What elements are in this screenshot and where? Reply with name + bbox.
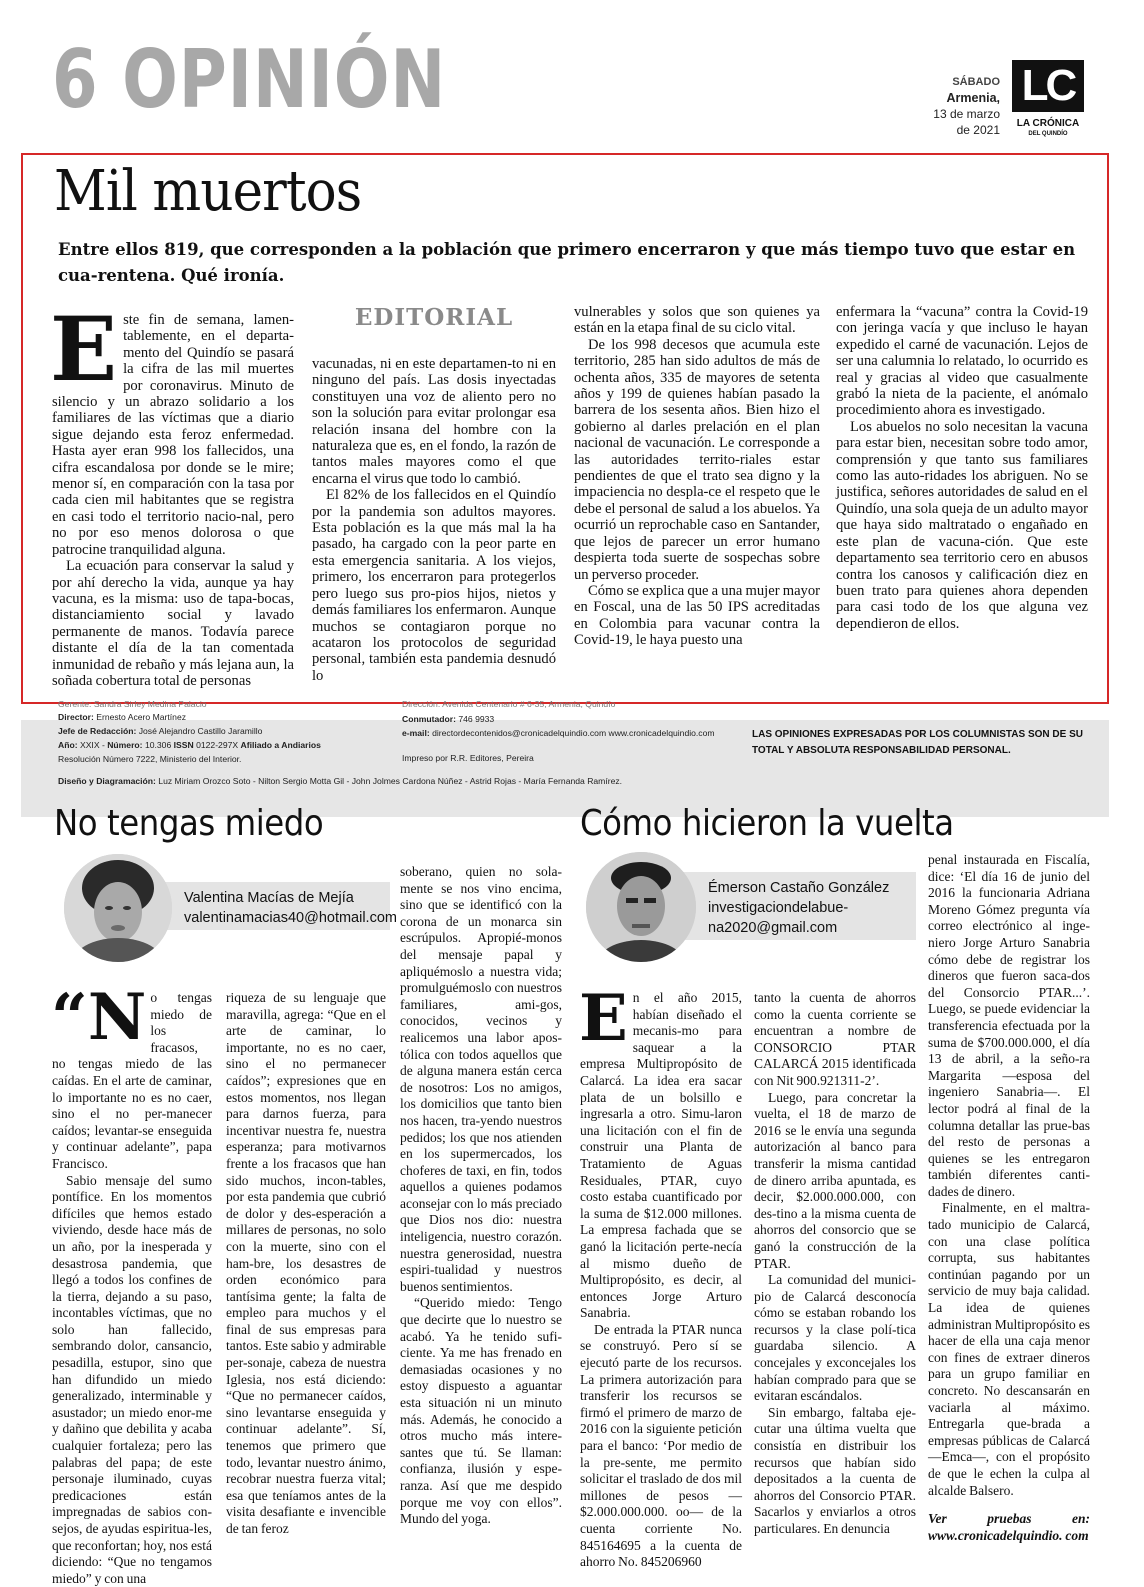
column-paragraph: riqueza de su lenguaje que maravilla, agrega: “Que en el arte de caminar, lo importante, no es no caer, sino el no permanecer caídos”; expresiones que en estos momentos, nos llegan para darnos fuerza, para incentivar nuestra fe, nuestra esperanza; para motivarnos frente a los fracasos que han sido muchos, incon-tables, por esta pandemia que cubrió de dolor y des-esperación a millares de personas, no solo con la muerte, sino con el ham-bre, los desastres de orden económico para tantísima gente; la falta de empleo para muchos y el final de sus empresas para tantos. Este sabio y admirable per-sonaje, cabeza de nuestra Iglesia, nos está diciendo: “Que no permanecer caídos, sino levantarse enseguida y continuar adelante”. Sí, tenemos que primero que todo, levantar nuestro ánimo, recobrar nuestra fuerza vital; esa que teníamos antes de la visita desafiante e invencible de tan feroz [226, 990, 386, 1536]
masthead-direccion: Dirección: Avenida Centenario # 6-35, Armenia, Quindío [402, 699, 616, 709]
column-dropcap: E [579, 981, 628, 1056]
editorial-column-1 [50, 297, 294, 689]
author-photo-right [586, 852, 696, 962]
editorial-column-2 [312, 304, 556, 684]
masthead-director: Director: Ernesto Acero Martínez [58, 712, 187, 722]
editorial-headline: Mil muertos [54, 159, 362, 224]
masthead-jefe: Jefe de Redacción: José Alejandro Castillo Jaramillo [58, 726, 263, 736]
column-title-left: No tengas miedo [54, 803, 324, 844]
editorial-paragraph: vulnerables y solos que son quienes ya están en la etapa final de su ciclo vital. [574, 304, 820, 337]
dateline-day: SÁBADO [952, 76, 1000, 88]
section-title: 6 OPINIÓN [52, 33, 447, 126]
editorial-paragraph: Cómo se explica que a una mujer mayor en Foscal, una de las 50 IPS acreditadas en Colombia para vacunar contra la Covid-19, le haya puesto una [574, 582, 820, 649]
column-left-col-2 [226, 990, 386, 1538]
column-paragraph: Sin embargo, faltaba eje-cutar una última vuelta que consistía en distribuir los recursos que habían sido depositados a la cuenta de ahorros del Consorcio PTAR. Sacarlos y enviarlos a otros particulares. En denuncia [754, 1404, 916, 1536]
newspaper-name [1008, 118, 1088, 140]
column-paragraph: Luego, para concretar la vuelta, el 18 de marzo de 2016 se le envía una segunda autorización al banco para transferir la misma cantidad de dinero arriba apuntada, es decir, $2.000.000.000, con des-tino a la misma cuenta de ahorros del consorcio que se ganó la construcción de la PTAR. [754, 1089, 916, 1271]
author-email: investigaciondelabue- [708, 900, 849, 916]
author-portrait-icon [64, 854, 172, 962]
column-left-col-1 [51, 980, 212, 1587]
newspaper-name-sub: DEL QUINDÍO [1028, 131, 1068, 137]
masthead-numbers: Año: XXIX - Número: 10.306 ISSN 0122-297X Afiliado a Andiarios [58, 740, 321, 750]
column-right-col-3 [928, 852, 1090, 1544]
author-email: valentinamacias40@hotmail.com [184, 910, 397, 926]
dateline-city: Armenia, [946, 91, 1000, 105]
column-paragraph: “Querido miedo: Tengo que decirte que lo nuestro se acabó. Ya he tenido sufi-ciente. Ya me has frenado en demasiadas ocasiones y no estoy dispuesto a aguantar esta situación ni un minuto más. Además, he conocido a otros mucho más intere-santes que tú. Se llaman: confianza, ilusión y espe-ranza. Así que me despido porque me voy con ellos”. Mundo del yoga. [400, 1295, 562, 1527]
masthead-conmutador: Conmutador: 746 9933 [402, 714, 495, 724]
dateline [900, 74, 1000, 138]
column-paragraph: tanto la cuenta de ahorros como la cuenta corriente se encuentran a nombre de CONSORCIO PTAR CALARCÁ 2015 identificada con Nit 900.921311-2’. [754, 990, 916, 1088]
column-paragraph: penal instaurada en Fiscalía, dice: ‘El día 16 de junio del 2016 la funcionaria Adriana Moreno Gómez pregunta vía correo electrónico al inge-niero Jorge Arturo Sanabria cómo debe de registrar los dineros que fueron saca-dos del Consorcio PTAR...’. Luego, se puede evidenciar la transferencia efectuada por la suma de $700.000.000, el día 13 de abril, a la seño-ra Margarita —esposa del ingeniero Sanabria—. El lector podrá al final de la columna detallar las prue-bas del resto de personas a quienes se les entregaron también diferentes canti-dades de dinero. [928, 852, 1090, 1199]
column-paragraph: soberano, quien no sola-mente se nos vino encima, sino que se identificó con la corona de un monarca sin escrúpulos. Apropié-monos del mensaje papal y apliquémoslo a nuestra vida; promulguémoslo con nuestros familiares, ami-gos, conocidos, vecinos y realicemos una labor apos-tólica con todos aquellos que de alguna manera están cerca de nosotros: Los no amigos, los domicilios que tanto bien nos hacen, tra-yendo nuestros pedidos; los que nos atienden en los supermercados, los choferes de taxi, en fin, todos aquellos a quienes podamos aconsejar con lo más preciado que Dios nos dio: nuestra inteligencia, nuestro corazón. nuestra generosidad, nuestra espiri-tualidad y nuestros buenos sentimientos. [400, 864, 562, 1294]
editorial-deck: Entre ellos 819, que corresponden a la población que primero encerraron y que más tiempo tuvo que estar en cua-rentena. Qué ironía. [58, 240, 1076, 285]
editorial-dropcap: E [50, 297, 118, 401]
author-portrait-icon [586, 852, 696, 962]
column-paragraph: Finalmente, en el maltra-tado municipio de Calarcá, con una clase política corrupta, sus habitantes continúan pagando por un servicio de muy baja calidad. La idea de quienes administran Multipropósito es hacer de ella una caja menor con fines de extraer dineros para un grupo familiar en concreto. No descansarán en vaciarla al máximo. Entregarla que-brada a empresas públicas de Calarcá —Emca—, con el propósito de que le echen la culpa al alcalde Balsero. [928, 1200, 1090, 1498]
opinion-disclaimer: LAS OPINIONES EXPRESADAS POR LOS COLUMNISTAS SON DE SU TOTAL Y ABSOLUTA RESPONSABILIDAD PERSONAL. [752, 729, 1083, 756]
newspaper-logo: LC [1012, 60, 1084, 112]
column-title-right: Cómo hicieron la vuelta [580, 803, 954, 844]
editorial-column-4 [836, 304, 1088, 632]
editorial-paragraph: De los 998 decesos que acumula este territorio, 285 han sido adultos de más de ochenta años, 335 de mayores de setenta años y 199 de quienes habían pasado la barrera de los sesenta años. Bien hizo el gobierno al darles prelación en el plan nacional de vacunación. Le corresponde a las autoridades territo-riales estar pendientes de que el trato sea digno y la impaciencia no despla-ce el respeto que le debe el personal de salud a los abuelos. Ya ocurrió un reprochable caso en Santander, que lejos de parecer un error humano despierta toda suerte de sospechas sobre un perverso proceder. [574, 336, 820, 583]
column-paragraph: La comunidad del munici-pio de Calarcá desconocía cómo se estaban robando los recursos y la clase polí-tica guardaba silencio. A concejales y exconcejales los habían comprado para que se evitaran escándalos. [754, 1272, 916, 1404]
editorial-paragraph: vacunadas, ni en este departamen-to ni en ninguno del país. Las dosis inyectadas constituyen una voz de aliento pero no son la solución para evitar prolongar esa relación insana del hombre con la naturaleza que es, en el fondo, la razón de tantos males mayores como el que encarna el virus que todo lo cambió. [312, 356, 556, 487]
masthead-gerente: Gerente: Sandra Sirley Medina Palacio [58, 699, 207, 709]
editorial-column-3 [574, 304, 820, 649]
column-paragraph: n el año 2015, habían diseñado el mecanis-mo para saquear a la empresa Multipropósito de Calarcá. La idea era sacar plata de un bolsillo e ingresarla a otro. Simu-laron una licitación con el fin de construir una Planta de Tratamiento de Aguas Residuales, PTAR, cuyo costo estaba cuantificado por la suma de $12.000 millones. La empresa fachada que se ganó la licitación perte-necía al mismo dueño de Multipropósito, es decir, al entonces Jorge Arturo Sanabria. [580, 990, 742, 1321]
author-email-cont: na2020@gmail.com [708, 920, 838, 936]
column-paragraph: o tengas miedo de los fracasos, no tengas miedo de las caídas. En el arte de caminar, lo importante no es no caer, sino el no per-manecer caídos; levantar-se enseguida y continuar adelante”, papa Francisco. [52, 990, 212, 1171]
editorial-paragraph: La ecuación para conservar la salud y por ahí derecho la vida, aunque ya hay vacuna, es la misma: uso de tapa-bocas, distanciamiento social y lavado permanente de manos. Todavía parece distante el día de la tan comentada inmunidad de rebaño y más lejana aun, la soñada cobertura total de personas [52, 558, 294, 689]
column-right-col-1 [579, 981, 742, 1571]
column-left-col-3 [400, 864, 562, 1528]
masthead-email: e-mail: directordecontenidos@cronicadelquindio.com www.cronicadelquindio.com [402, 728, 715, 738]
column-paragraph: De entrada la PTAR nunca se construyó. Pero sí se ejecutó parte de los recursos. La primera autorización para transferir los recursos se firmó el primero de marzo de 2016 con la siguiente petición para el banco: ‘Por medio de la pre-sente, me permito solicitar el traslado de dos mil millones de pesos —$2.000.000.000. oo— de la cuenta corriente No. 845164695 a la cuenta de ahorro No. 845206960 [580, 1321, 742, 1570]
editorial-paragraph: ste fin de semana, lamen-tablemente, en el departa-mento del Quindío se pasará la cifra de las mil muertes por coronavirus. Minuto de silencio y un abrazo solidario a los familiares de las víctimas que a diario sigue dejando esta feroz enfermedad. Hasta ayer eran 998 los fallecidos, una cifra escandalosa por donde se le mire; menor sí, en comparación con la tasa por cada cien mil habitantes que se registra en casi todo el territorio nacio-nal, pero no por eso menos dolorosa o que patrocine tranquilidad alguna. [52, 312, 294, 558]
author-photo-left [64, 854, 172, 962]
dateline-date: 13 de marzo [933, 107, 1000, 121]
author-name: Valentina Macías de Mejía [184, 890, 354, 906]
editorial-paragraph: enfermara la “vacuna” contra la Covid-19 con jeringa vacía y que incluso le hayan expedido el carné de vacunación. Lejos de ser una calumnia lo relatado, lo ocurrido es real y gracias al video que casualmente grabó la nieta de la paciente, el anómalo procedimiento ahora es investigado. [836, 304, 1088, 419]
editorial-label: EDITORIAL [354, 304, 514, 331]
column-right-col-2 [754, 990, 916, 1538]
opening-quote-mark: “N [51, 980, 147, 1055]
column-paragraph: Sabio mensaje del sumo pontífice. En los momentos difíciles que hemos estado viviendo, desde hace más de un año, por la inesperada y desastrosa pandemia, que llegó a todos los confines de la tierra, dejando a su paso, incontables víctimas, que no solo han fallecido, sembrando dolor, cansancio, pesadilla, estupor, sino que han difundido un miedo generalizado, interminable y asustador; un miedo enor-me y dañino que debilita y acaba cualquier fortaleza; pero las palabras del papa; de este personaje iluminado, cuyas predicaciones están impregnadas de sabios con-sejos, de ayudas espiritua-les, que reconfortan; hoy, nos está diciendo: “Que no tengamos miedo” y con una [52, 1172, 212, 1586]
editorial-paragraph: Los abuelos no solo necesitan la vacuna para estar bien, necesitan sobre todo amor, comprensión y que tanto sus familiares como las auto-ridades los abriguen. No se justifica, señores autoridades de salud en el Quindío, una sola queja de un adulto mayor que haya sido maltratado o engañado en este plan de vacuna-ción. Que este departamento sea territorio cero en abusos contra los canosos y calificación diez en buen trato para quienes ahora dependen para casi todo de los que alguna vez dependieron de ellos. [836, 418, 1088, 632]
masthead-impreso: Impreso por R.R. Editores, Pereira [402, 753, 534, 763]
masthead-resolucion: Resolución Número 7222, Ministerio del Interior. [58, 754, 242, 764]
editorial-paragraph: El 82% de los fallecidos en el Quindío por la pandemia son adultos mayores. Esta población es la que más mal la ha pasado, ha cargado con la peor parte en esta emergencia sanitaria. A los viejos, primero, los encerraron para protegerlos pero luego sus pro-pios hijos, nietos y demás familiares los enfermaron. Aunque muchos se contagiaron porque no acataron los protocolos de seguridad personal, también esta pandemia desnudó lo [312, 487, 556, 684]
masthead-diseno: Diseño y Diagramación: Luz Miriam Orozco Soto - Nilton Sergio Motta Gil - John Jolmes Cardona Núñez - Astrid Rojas - María Fernanda Ramírez. [58, 776, 623, 786]
dateline-year: de 2021 [956, 123, 1000, 137]
proofs-link[interactable]: Ver pruebas en: www.cronicadelquindio. com [928, 1511, 1090, 1543]
author-bar-right [676, 872, 916, 940]
newspaper-name-main: LA CRÓNICA [1016, 118, 1080, 129]
author-name: Émerson Castaño González [708, 880, 890, 896]
author-bar-left [150, 882, 397, 930]
